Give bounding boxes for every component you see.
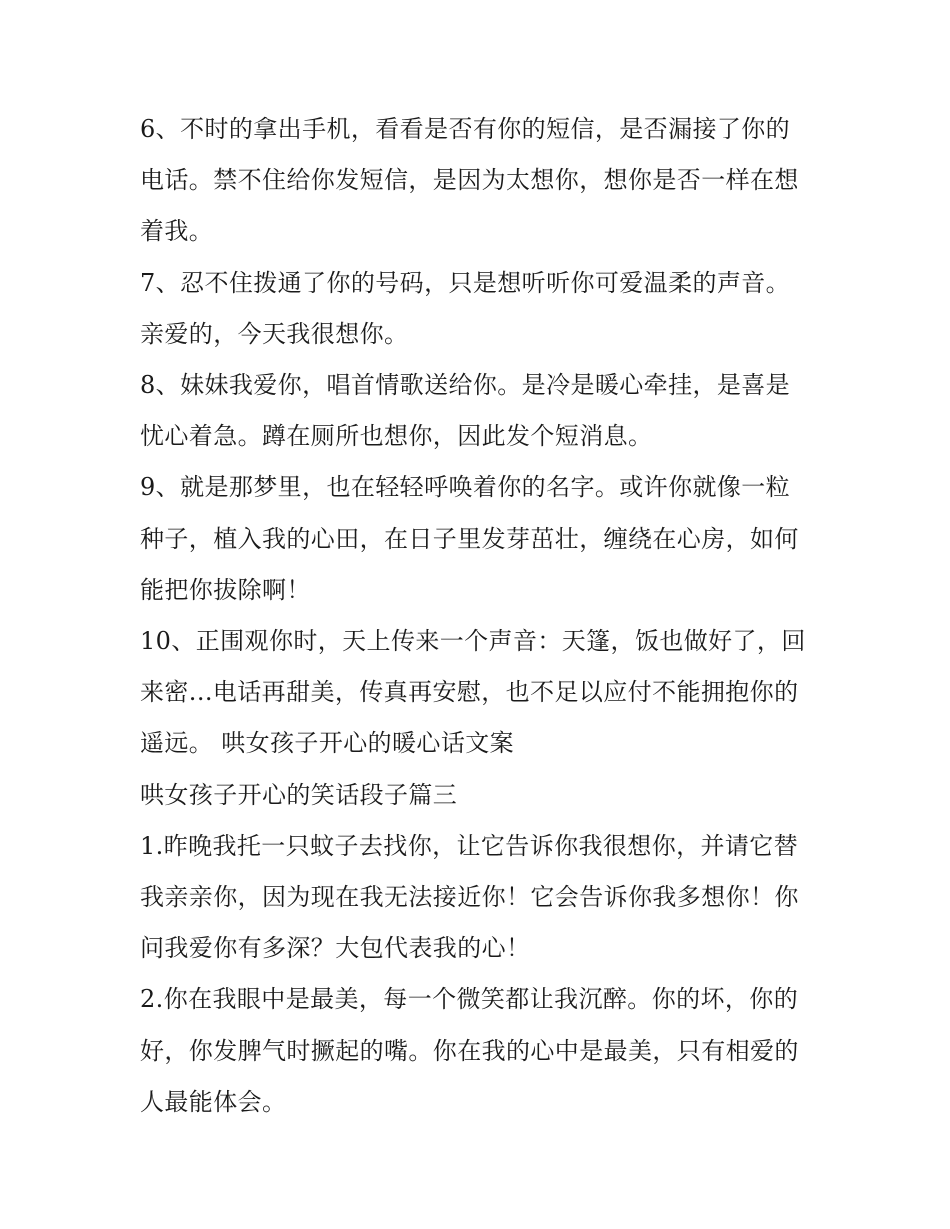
paragraph-8	[140, 360, 820, 462]
text-line: 遥远。 哄女孩子开心的暖心话文案	[140, 729, 515, 758]
text-line: 着我。	[140, 217, 214, 246]
text-line: 电话。禁不住给你发短信，是因为太想你，想你是否一样在想	[140, 166, 799, 195]
paragraph-10	[140, 616, 820, 770]
text-line: 忧心着急。蹲在厕所也想你，因此发个短消息。	[140, 422, 653, 451]
paragraph-1	[140, 821, 820, 975]
text-line: 9、就是那梦里，也在轻轻呼唤着你的名字。或许你就像一粒	[140, 473, 791, 502]
text-line: 我亲亲你，因为现在我无法接近你！它会告诉你我多想你！你	[140, 883, 799, 912]
paragraph-7	[140, 258, 820, 360]
document-body	[140, 104, 820, 1128]
text-line: 亲爱的，今天我很想你。	[140, 319, 409, 348]
text-line: 1.昨晚我托一只蚊子去找你，让它告诉你我很想你，并请它替	[140, 831, 799, 860]
text-line: 来密...电话再甜美，传真再安慰，也不足以应付不能拥抱你的	[140, 678, 799, 707]
paragraph-2	[140, 974, 820, 1128]
text-line: 能把你拔除啊！	[140, 575, 311, 604]
text-line: 7、忍不住拨通了你的号码，只是想听听你可爱温柔的声音。	[140, 268, 791, 297]
text-line: 8、妹妹我爱你，唱首情歌送给你。是冷是暖心牵挂，是喜是	[140, 371, 791, 400]
text-line: 2.你在我眼中是最美，每一个微笑都让我沉醉。你的坏，你的	[140, 985, 799, 1014]
paragraph-6	[140, 104, 820, 258]
text-line: 10、正围观你时，天上传来一个声音：天篷，饭也做好了，回	[140, 627, 806, 656]
text-line: 6、不时的拿出手机，看看是否有你的短信，是否漏接了你的	[140, 115, 791, 143]
text-line: 问我爱你有多深？大包代表我的心！	[140, 934, 531, 963]
text-line: 哄女孩子开心的笑话段子篇三	[140, 780, 458, 809]
text-line: 好，你发脾气时撅起的嘴。你在我的心中是最美，只有相爱的	[140, 1036, 799, 1065]
paragraph-9	[140, 462, 820, 616]
text-line: 种子，植入我的心田，在日子里发芽茁壮，缠绕在心房，如何	[140, 524, 799, 553]
section-heading	[140, 770, 820, 821]
text-line: 人最能体会。	[140, 1087, 287, 1116]
